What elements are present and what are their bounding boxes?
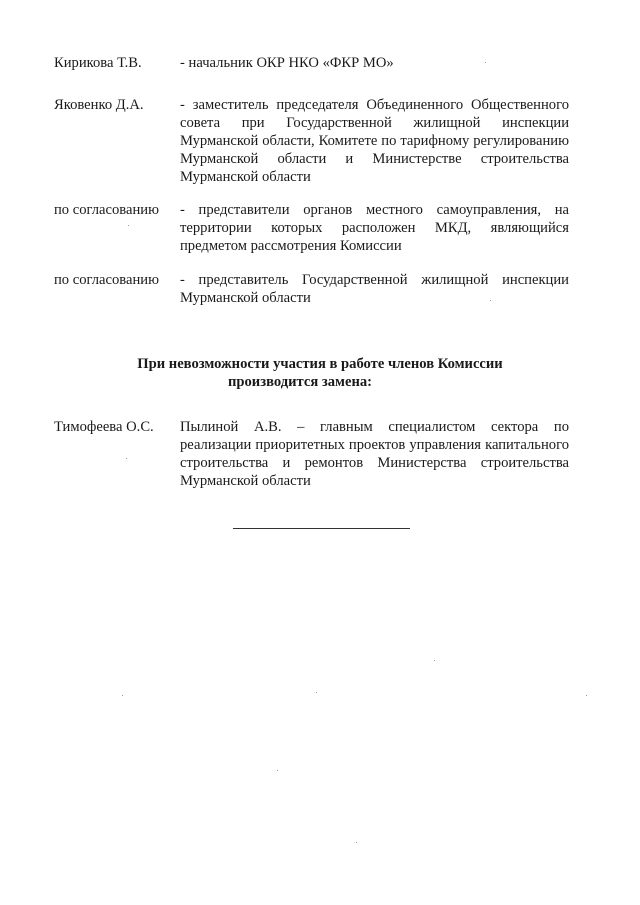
scan-speck [316,692,317,693]
scan-speck [126,458,127,459]
replacement-heading-line2: производится замена: [227,374,373,390]
scan-speck [434,660,435,661]
replacement-heading-line1: При невозможности участия в работе членов Комиссии [137,356,503,372]
scan-speck [122,695,123,696]
member-entry [54,201,569,255]
member-entry [54,54,569,72]
replacement-entry [54,418,569,490]
replacement-heading [90,355,550,391]
member-name: по согласованию [54,202,160,218]
member-name: Яковенко Д.А. [54,97,144,113]
member-entry [54,96,569,186]
member-entry [54,271,569,307]
replacement-name: Тимофеева О.С. [54,419,154,435]
end-divider-line [233,528,410,529]
scan-speck [356,842,357,843]
member-name: Кирикова Т.В. [54,55,142,71]
member-description: - представители органов местного самоуправления, на территории которых расположен МКД, являющийся предметом рассмотрения Комиссии [180,202,569,254]
member-description: - заместитель председателя Объединенного Общественного совета при Государственной жилищной инспекции Мурманской области, Комитете по тарифному регулированию Мурманской области и Министерстве строительства Мурманской области [180,97,569,185]
replacement-description: Пылиной А.В. – главным специалистом сектора по реализации приоритетных проектов управления капитального строительства и ремонтов Министерства строительства Мурманской области [180,419,569,489]
scan-speck [277,770,278,771]
scan-speck [586,695,587,696]
scan-speck [128,225,129,226]
member-description: - начальник ОКР НКО «ФКР МО» [180,55,394,71]
scan-speck [485,62,486,63]
member-name: по согласованию [54,272,160,288]
member-description: - представитель Государственной жилищной инспекции Мурманской области [180,272,569,306]
scan-speck [490,300,491,301]
